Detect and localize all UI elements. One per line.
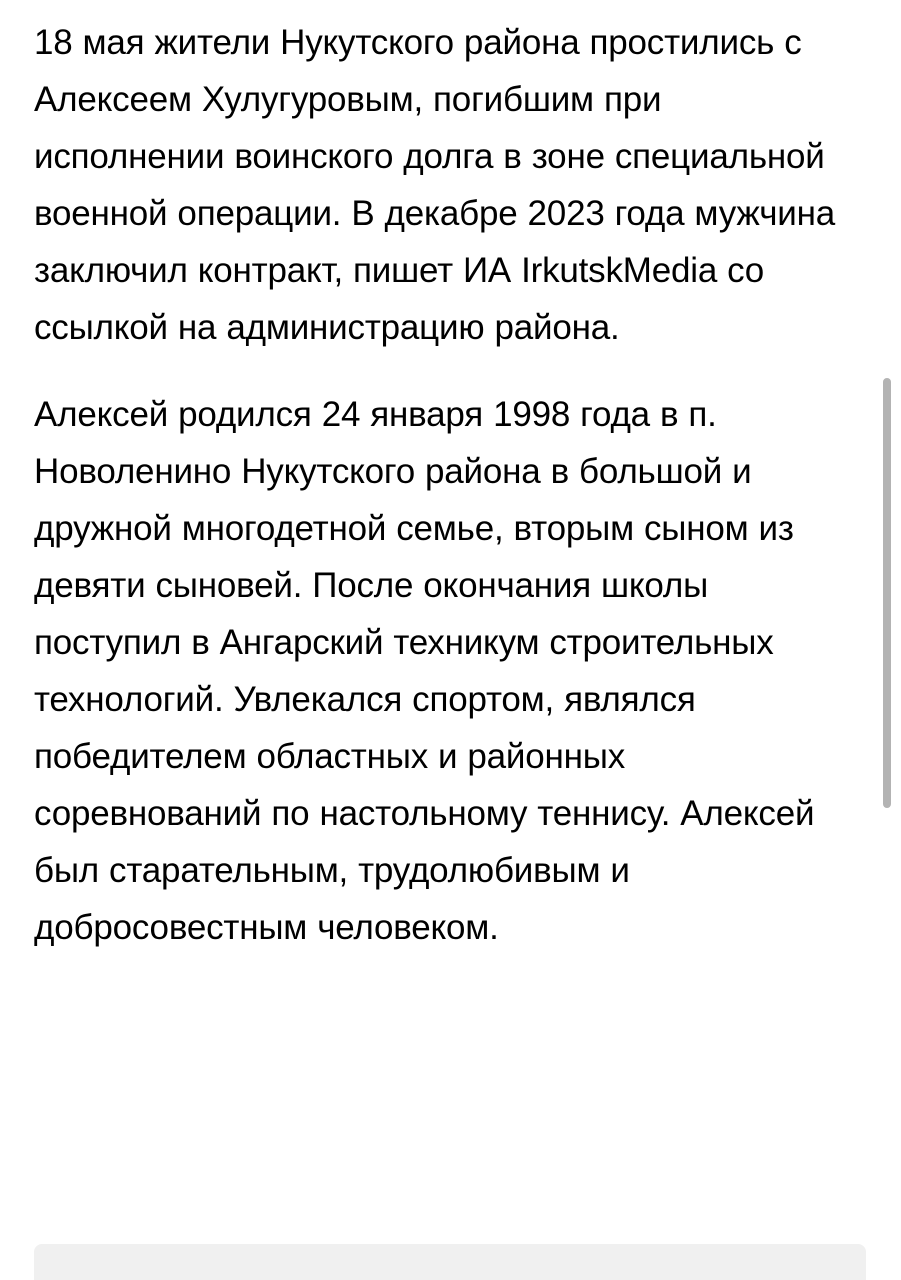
article-paragraph: 18 мая жители Нукутского района простились с Алексеем Хулугуровым, погибшим при исполнении воинского долга в зоне специальной военной операции. В декабре 2023 года мужчина заключил контракт, пишет ИА IrkutskMedia со ссылкой на администрацию района.: [34, 23, 835, 347]
article-paragraph: Алексей родился 24 января 1998 года в п. Новоленино Нукутского района в большой и дружной многодетной семье, вторым сыном из девяти сыновей. После окончания школы поступил в Ангарский техникум строительных технологий. Увлекался спортом, являлся победителем областных и районных соревнований по настольному теннису. Алексей был старательным, трудолюбивым и добросовестным человеком.: [34, 395, 815, 947]
vertical-scrollbar-thumb[interactable]: [883, 378, 891, 808]
next-content-block: [34, 1244, 866, 1280]
